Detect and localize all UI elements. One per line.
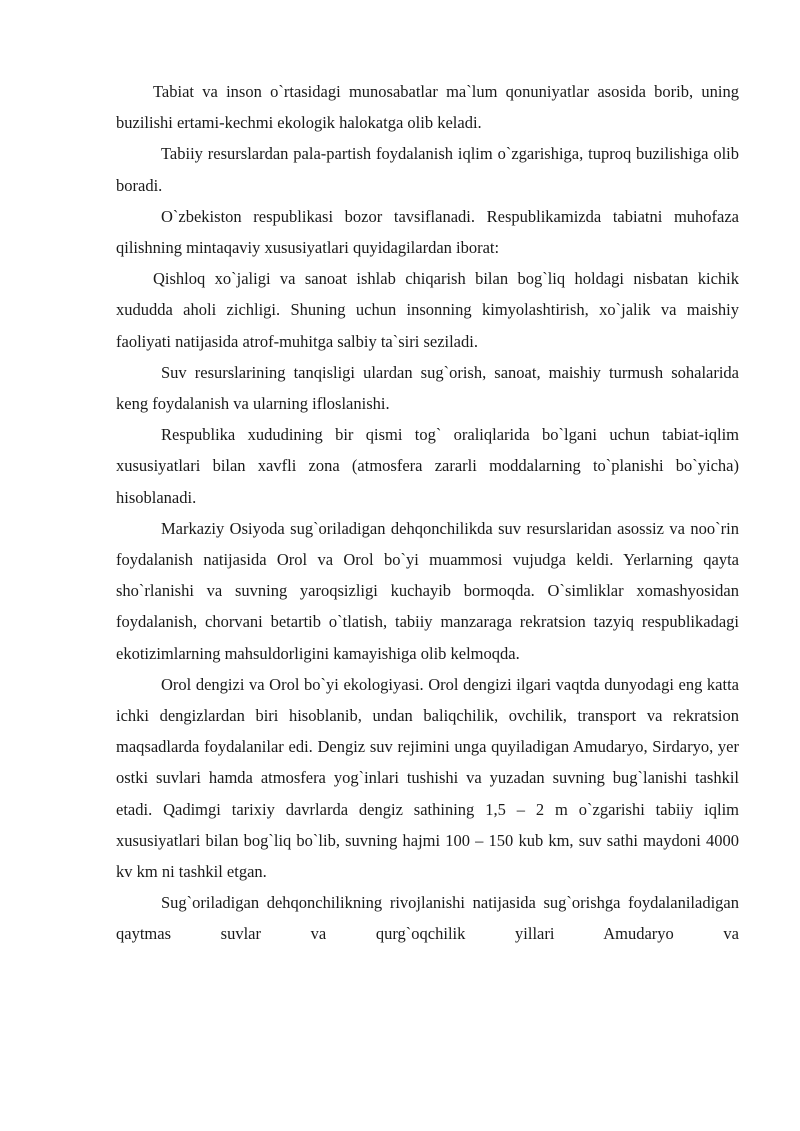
paragraph-7: Markaziy Osiyoda sug`oriladigan dehqonchilikda suv resurslaridan asossiz va noo`rin foydalanish natijasida Orol va Orol bo`yi muammosi vujudga keldi. Yerlarning qayta sho`rlanishi va suvning yaroqsizligi kuchayib bormoqda. O`simliklar xomashyosidan foydalanish, chorvani betartib o`tlatish, tabiiy manzaraga rekratsion tazyiq respublikadagi ekotizimlarning mahsuldorligini kamayishiga olib kelmoqda. xyxy=(116,518,739,663)
paragraph-2: Tabiiy resurslardan pala-partish foydalanish iqlim o`zgarishiga, tuproq buzilishiga olib boradi. xyxy=(116,144,739,195)
paragraph-8: Orol dengizi va Orol bo`yi ekologiyasi. Orol dengizi ilgari vaqtda dunyodagi eng katta ichki dengizlardan biri hisoblanib, undan baliqchilik, ovchilik, transport va rekratsion maqsadlarda foydalanilar edi. Dengiz suv rejimini unga quyiladigan Amudaryo, Sirdaryo, yer ostki suvlari hamda atmosfera yog`inlari tushishi va yuzadan suvning bug`lanishi tashkil etadi. Qadimgi tarixiy davrlarda dengiz sathining 1,5 – 2 m o`zgarishi tabiiy iqlim xususiyatlari bilan bog`liq bo`lib, suvning hajmi 100 – 150 kub km, suv sathi maydoni 4000 kv km ni tashkil etgan. xyxy=(116,674,739,882)
paragraph-6: Respublika xududining bir qismi tog` oraliqlarida bo`lgani uchun tabiat-iqlim xususiyatlari bilan xavfli zona (atmosfera zararli moddalarning to`planishi bo`yicha) hisoblanadi. xyxy=(116,425,739,507)
paragraph-9: Sug`oriladigan dehqonchilikning rivojlanishi natijasida sug`orishga foydalaniladigan qaytmas suvlar va qurg`oqchilik yillari Amudaryo va xyxy=(116,893,739,944)
paragraph-5: Suv resurslarining tanqisligi ulardan sug`orish, sanoat, maishiy turmush sohalarida keng foydalanish va ularning ifloslanishi. xyxy=(116,362,739,414)
paragraph-3: O`zbekiston respublikasi bozor tavsiflanadi. Respublikamizda tabiatni muhofaza qilishning mintaqaviy xususiyatlari quyidagilardan iborat: xyxy=(116,206,739,258)
document-page xyxy=(116,76,739,950)
paragraph-4: Qishloq xo`jaligi va sanoat ishlab chiqarish bilan bog`liq holdagi nisbatan kichik xududda aholi zichligi. Shuning uchun insonning kimyolashtirish, xo`jalik va maishiy faoliyati natijasida atrof-muhitga salbiy ta`siri seziladi. xyxy=(116,269,739,351)
paragraph-1: Tabiat va inson o`rtasidagi munosabatlar ma`lum qonuniyatlar asosida borib, uning buzilishi ertami-kechmi ekologik halokatga olib keladi. xyxy=(116,82,739,133)
